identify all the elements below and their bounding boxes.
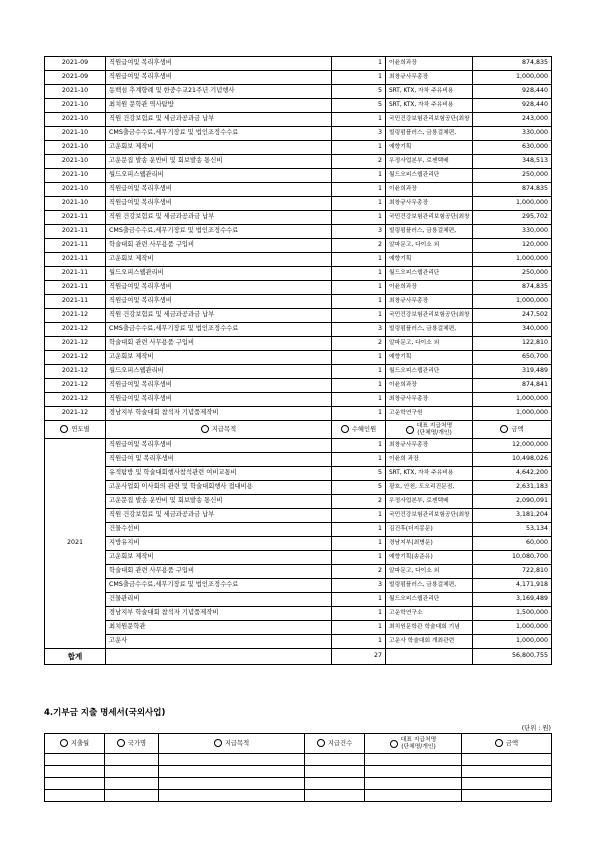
row-payee: 이윤희과장 bbox=[386, 281, 473, 295]
row-amount: 250,000 bbox=[473, 267, 552, 281]
summary-count: 1 bbox=[332, 537, 386, 551]
circle-icon bbox=[60, 425, 68, 433]
summary-count: 1 bbox=[332, 523, 386, 537]
row-payee: 최창규사무총장 bbox=[386, 295, 473, 309]
row-payee: SRT, KTX, 자차 주유비용 bbox=[386, 85, 473, 99]
summary-row bbox=[45, 439, 552, 453]
table-row bbox=[45, 407, 552, 421]
empty-cell bbox=[305, 754, 365, 766]
summary-count: 1 bbox=[332, 635, 386, 649]
row-purpose: 직원급여및 복리후생비 bbox=[106, 281, 332, 295]
row-amount: 250,000 bbox=[473, 169, 552, 183]
row-date: 2021-10 bbox=[45, 85, 106, 99]
summary-payee: 국민건강보험관리보험공단(최창 bbox=[386, 509, 473, 523]
row-purpose: CMS출금수수료,세무기장료 및 법인조정수수료 bbox=[106, 323, 332, 337]
summary-payee: 고운사 학술대회 개최관련 bbox=[386, 635, 473, 649]
row-purpose: 고운회보 제작비 bbox=[106, 351, 332, 365]
row-purpose: 직원급여및 복리후생비 bbox=[106, 393, 332, 407]
summary-amount: 1,500,000 bbox=[473, 607, 552, 621]
summary-payee: 광호, 안천, 도오리진문점, bbox=[386, 481, 473, 495]
row-payee: 월드오피스웹관리단 bbox=[386, 365, 473, 379]
row-purpose: 직원급여및 복리후생비 bbox=[106, 295, 332, 309]
unit-label: (단위 : 원) bbox=[521, 725, 551, 732]
row-amount: 928,440 bbox=[473, 99, 552, 113]
empty-cell bbox=[462, 766, 552, 778]
row-count: 1 bbox=[332, 393, 386, 407]
row-payee: SRT, KTX, 자차 주유비용 bbox=[386, 99, 473, 113]
summary-purpose: 유적탐방 및 학술대회행사참석관련 여비교통비 bbox=[106, 467, 332, 481]
row-payee: 알파문고, 다이소 외 bbox=[386, 239, 473, 253]
row-count: 1 bbox=[332, 183, 386, 197]
empty-cell bbox=[45, 766, 105, 778]
expenditure-table bbox=[44, 56, 552, 665]
summary-count: 2 bbox=[332, 565, 386, 579]
row-amount: 1,000,000 bbox=[473, 197, 552, 211]
row-payee: 이윤희과장 bbox=[386, 183, 473, 197]
summary-year: 2021 bbox=[45, 439, 106, 649]
row-date: 2021-09 bbox=[45, 57, 106, 71]
row-date: 2021-12 bbox=[45, 309, 106, 323]
summary-header-row bbox=[45, 421, 552, 439]
circle-icon bbox=[117, 739, 125, 747]
row-date: 2021-12 bbox=[45, 323, 106, 337]
row-purpose: 고운회보 제작비 bbox=[106, 141, 332, 155]
empty-cell bbox=[159, 766, 305, 778]
row-date: 2021-10 bbox=[45, 169, 106, 183]
table-row bbox=[45, 225, 552, 239]
row-count: 2 bbox=[332, 155, 386, 169]
empty-cell bbox=[105, 766, 159, 778]
row-purpose: 직원급여및 복리후생비 bbox=[106, 379, 332, 393]
row-purpose: 학술대회 관련 사무용품 구입비 bbox=[106, 337, 332, 351]
row-amount: 319,489 bbox=[473, 365, 552, 379]
summary-row bbox=[45, 453, 552, 467]
row-count: 1 bbox=[332, 295, 386, 309]
row-count: 5 bbox=[332, 99, 386, 113]
circle-icon bbox=[201, 425, 209, 433]
summary-purpose: 고운회보 제작비 bbox=[106, 551, 332, 565]
row-amount: 340,000 bbox=[473, 323, 552, 337]
empty-cell bbox=[462, 790, 552, 802]
row-count: 1 bbox=[332, 113, 386, 127]
table-row bbox=[45, 379, 552, 393]
row-amount: 650,700 bbox=[473, 351, 552, 365]
row-payee: 예향기획 bbox=[386, 351, 473, 365]
empty-cell bbox=[462, 778, 552, 790]
summary-payee: 빌링펌플러스, 금룡걸체편, bbox=[386, 579, 473, 593]
summary-payee: 우정사업본부, 로젠택배 bbox=[386, 495, 473, 509]
table-row bbox=[45, 141, 552, 155]
foreign-header-country: 국가명 bbox=[105, 734, 159, 754]
row-amount: 1,000,000 bbox=[473, 295, 552, 309]
row-count: 1 bbox=[332, 309, 386, 323]
summary-row bbox=[45, 593, 552, 607]
row-date: 2021-12 bbox=[45, 365, 106, 379]
summary-row bbox=[45, 579, 552, 593]
table-row bbox=[45, 253, 552, 267]
row-payee: 예향기획 bbox=[386, 253, 473, 267]
foreign-header-amount: 금액 bbox=[462, 734, 552, 754]
table-row bbox=[45, 197, 552, 211]
summary-payee: 최치원문학관 학술대회 기념 bbox=[386, 621, 473, 635]
row-count: 1 bbox=[332, 169, 386, 183]
row-purpose: 직원 건강보험료 및 세금과공과금 납부 bbox=[106, 309, 332, 323]
empty-cell bbox=[365, 754, 462, 766]
summary-purpose: 학술대회 관련 사무용품 구입비 bbox=[106, 565, 332, 579]
row-payee: 국민건강보험관리보험공단(최창 bbox=[386, 113, 473, 127]
row-amount: 247,502 bbox=[473, 309, 552, 323]
row-purpose: 직원급여및 복리후생비 bbox=[106, 197, 332, 211]
summary-amount: 10,080,700 bbox=[473, 551, 552, 565]
summary-purpose: 건물관리비 bbox=[106, 593, 332, 607]
row-date: 2021-11 bbox=[45, 267, 106, 281]
foreign-header-purpose: 지급목적 bbox=[159, 734, 305, 754]
row-purpose: 고운회보 제작비 bbox=[106, 253, 332, 267]
circle-icon bbox=[60, 739, 68, 747]
row-amount: 874,835 bbox=[473, 57, 552, 71]
row-purpose: 직원 건강보험료 및 세금과공과금 납부 bbox=[106, 211, 332, 225]
row-date: 2021-11 bbox=[45, 295, 106, 309]
row-purpose: 월드오피스웹관리비 bbox=[106, 169, 332, 183]
row-count: 2 bbox=[332, 239, 386, 253]
circle-icon bbox=[317, 739, 325, 747]
row-payee: 최창규사무총장 bbox=[386, 197, 473, 211]
empty-cell bbox=[365, 790, 462, 802]
empty-cell bbox=[305, 790, 365, 802]
row-amount: 1,000,000 bbox=[473, 393, 552, 407]
row-count: 1 bbox=[332, 267, 386, 281]
row-count: 1 bbox=[332, 407, 386, 421]
summary-payee: 고운학연구소 bbox=[386, 607, 473, 621]
summary-row bbox=[45, 621, 552, 635]
summary-payee: SRT, KTX, 자차 주유비용 bbox=[386, 467, 473, 481]
total-amount: 56,800,755 bbox=[473, 649, 552, 665]
row-date: 2021-12 bbox=[45, 407, 106, 421]
table-row bbox=[45, 71, 552, 85]
empty-cell bbox=[159, 778, 305, 790]
foreign-header-count: 지급건수 bbox=[305, 734, 365, 754]
summary-count: 5 bbox=[332, 467, 386, 481]
summary-count: 1 bbox=[332, 593, 386, 607]
row-amount: 348,513 bbox=[473, 155, 552, 169]
empty-cell bbox=[305, 778, 365, 790]
empty-cell bbox=[365, 778, 462, 790]
table-row bbox=[45, 267, 552, 281]
row-amount: 928,440 bbox=[473, 85, 552, 99]
circle-icon bbox=[341, 425, 349, 433]
row-date: 2021-12 bbox=[45, 393, 106, 407]
row-count: 1 bbox=[332, 71, 386, 85]
row-count: 1 bbox=[332, 253, 386, 267]
table-row bbox=[45, 337, 552, 351]
row-purpose: 직원급여및 복리후생비 bbox=[106, 57, 332, 71]
table-row bbox=[45, 211, 552, 225]
table-row bbox=[45, 113, 552, 127]
row-count: 1 bbox=[332, 197, 386, 211]
row-date: 2021-10 bbox=[45, 113, 106, 127]
table-row bbox=[45, 183, 552, 197]
row-date: 2021-11 bbox=[45, 225, 106, 239]
summary-count: 1 bbox=[332, 607, 386, 621]
circle-icon bbox=[500, 425, 508, 433]
summary-payee: 경남지부(최병문) bbox=[386, 537, 473, 551]
row-payee: 빌링펌플러스, 금룡걸체편, bbox=[386, 225, 473, 239]
summary-count: 5 bbox=[332, 481, 386, 495]
table-row bbox=[45, 295, 552, 309]
total-row bbox=[45, 649, 552, 665]
row-purpose: 경남지부 학술대회 참석자 기념품제작비 bbox=[106, 407, 332, 421]
summary-amount: 1,000,000 bbox=[473, 635, 552, 649]
summary-amount: 4,171,918 bbox=[473, 579, 552, 593]
summary-payee: 예향기획(송준유) bbox=[386, 551, 473, 565]
row-payee: 예향기획 bbox=[386, 141, 473, 155]
table-row bbox=[45, 351, 552, 365]
empty-cell bbox=[105, 754, 159, 766]
summary-amount: 60,000 bbox=[473, 537, 552, 551]
row-count: 2 bbox=[332, 337, 386, 351]
empty-cell bbox=[45, 754, 105, 766]
row-count: 1 bbox=[332, 57, 386, 71]
summary-row bbox=[45, 481, 552, 495]
row-amount: 1,000,000 bbox=[473, 71, 552, 85]
summary-row bbox=[45, 635, 552, 649]
empty-cell bbox=[45, 778, 105, 790]
summary-amount: 4,642,200 bbox=[473, 467, 552, 481]
summary-row bbox=[45, 509, 552, 523]
row-purpose: 직원 건강보험료 및 세금과공과금 납부 bbox=[106, 113, 332, 127]
summary-row bbox=[45, 607, 552, 621]
row-amount: 120,000 bbox=[473, 239, 552, 253]
summary-purpose: 최치원문학관 bbox=[106, 621, 332, 635]
row-amount: 1,000,000 bbox=[473, 407, 552, 421]
row-date: 2021-11 bbox=[45, 281, 106, 295]
row-payee: 빌링펌플러스, 금룡걸체편, bbox=[386, 127, 473, 141]
row-payee: 월드오피스웹관리단 bbox=[386, 267, 473, 281]
summary-purpose: 건물수선비 bbox=[106, 523, 332, 537]
row-amount: 295,702 bbox=[473, 211, 552, 225]
table-row bbox=[45, 99, 552, 113]
row-amount: 243,000 bbox=[473, 113, 552, 127]
header-count: 수혜인원 bbox=[332, 421, 386, 439]
row-amount: 1,000,000 bbox=[473, 253, 552, 267]
empty-cell bbox=[45, 790, 105, 802]
summary-amount: 2,090,091 bbox=[473, 495, 552, 509]
summary-count: 1 bbox=[332, 453, 386, 467]
row-date: 2021-12 bbox=[45, 351, 106, 365]
row-payee: 우정사업본부, 로젠택배 bbox=[386, 155, 473, 169]
foreign-empty-row bbox=[45, 778, 552, 790]
row-purpose: 직원급여및 복리후생비 bbox=[106, 71, 332, 85]
summary-row bbox=[45, 551, 552, 565]
row-purpose: 직원급여및 복리후생비 bbox=[106, 183, 332, 197]
summary-row bbox=[45, 565, 552, 579]
summary-purpose: 직원급여 및 복리후생비 bbox=[106, 453, 332, 467]
empty-cell bbox=[305, 766, 365, 778]
table-row bbox=[45, 169, 552, 183]
row-date: 2021-11 bbox=[45, 211, 106, 225]
empty-cell bbox=[105, 790, 159, 802]
row-count: 1 bbox=[332, 281, 386, 295]
row-purpose: 학술대회 관련 사무용품 구입비 bbox=[106, 239, 332, 253]
row-payee: 이윤희과장 bbox=[386, 379, 473, 393]
summary-payee: 최창규사무총장 bbox=[386, 439, 473, 453]
empty-cell bbox=[462, 754, 552, 766]
row-purpose: 고운문집 발송 운반비 및 회보발송 통신비 bbox=[106, 155, 332, 169]
row-purpose: 월드오피스웹관리비 bbox=[106, 365, 332, 379]
foreign-header-date: 지출월 bbox=[45, 734, 105, 754]
table-row bbox=[45, 393, 552, 407]
row-amount: 874,841 bbox=[473, 379, 552, 393]
row-amount: 122,810 bbox=[473, 337, 552, 351]
row-purpose: 월드오피스웹관리비 bbox=[106, 267, 332, 281]
summary-amount: 722,810 bbox=[473, 565, 552, 579]
summary-amount: 3,181,204 bbox=[473, 509, 552, 523]
row-date: 2021-10 bbox=[45, 197, 106, 211]
summary-payee: 알파문고, 다이소 외 bbox=[386, 565, 473, 579]
summary-count: 3 bbox=[332, 579, 386, 593]
foreign-empty-row bbox=[45, 790, 552, 802]
summary-row bbox=[45, 467, 552, 481]
row-date: 2021-10 bbox=[45, 99, 106, 113]
summary-amount: 53,134 bbox=[473, 523, 552, 537]
row-date: 2021-09 bbox=[45, 71, 106, 85]
annual-summary-rows bbox=[45, 439, 552, 649]
summary-amount: 3,169,489 bbox=[473, 593, 552, 607]
summary-amount: 2,631,183 bbox=[473, 481, 552, 495]
row-payee: 최창규사무총장 bbox=[386, 393, 473, 407]
row-amount: 874,835 bbox=[473, 281, 552, 295]
table-row bbox=[45, 57, 552, 71]
summary-purpose: 직원 건강보험료 및 세금과공과금 납부 bbox=[106, 509, 332, 523]
foreign-expenditure-table bbox=[44, 733, 552, 802]
header-amount: 금액 bbox=[473, 421, 552, 439]
table-row bbox=[45, 323, 552, 337]
table-row bbox=[45, 281, 552, 295]
section-title: 4.기부금 지출 명세서(국외사업) bbox=[44, 708, 166, 718]
header-purpose: 지급목적 bbox=[106, 421, 332, 439]
row-date: 2021-12 bbox=[45, 379, 106, 393]
summary-purpose: 고운사 bbox=[106, 635, 332, 649]
table-row bbox=[45, 127, 552, 141]
summary-purpose: 지방유지비 bbox=[106, 537, 332, 551]
summary-amount: 12,000,000 bbox=[473, 439, 552, 453]
row-date: 2021-10 bbox=[45, 141, 106, 155]
total-count: 27 bbox=[332, 649, 386, 665]
foreign-header-row bbox=[45, 734, 552, 754]
row-payee: 국민건강보험관리보험공단(최창 bbox=[386, 211, 473, 225]
header-year: 연도별 bbox=[45, 421, 106, 439]
row-count: 3 bbox=[332, 127, 386, 141]
summary-payee: 김건후(더지몽문) bbox=[386, 523, 473, 537]
row-count: 3 bbox=[332, 323, 386, 337]
table-row bbox=[45, 85, 552, 99]
circle-icon bbox=[406, 426, 414, 434]
summary-count: 1 bbox=[332, 509, 386, 523]
row-count: 1 bbox=[332, 211, 386, 225]
summary-purpose: 고운문집 발송 운반비 및 회보발송 통신비 bbox=[106, 495, 332, 509]
row-date: 2021-10 bbox=[45, 183, 106, 197]
row-payee: 고운학연구원 bbox=[386, 407, 473, 421]
summary-count: 1 bbox=[332, 439, 386, 453]
row-count: 3 bbox=[332, 225, 386, 239]
foreign-header-payee: 대표 지급처명 (단체명/개인) bbox=[365, 734, 462, 754]
summary-row bbox=[45, 523, 552, 537]
table-row bbox=[45, 365, 552, 379]
empty-cell bbox=[159, 754, 305, 766]
row-purpose: CMS출금수수료,세무기장료 및 법인조정수수료 bbox=[106, 225, 332, 239]
summary-purpose: 경남지부 학술대회 참석자 기념품제작비 bbox=[106, 607, 332, 621]
summary-payee: 이윤희 과장 bbox=[386, 453, 473, 467]
row-count: 5 bbox=[332, 85, 386, 99]
row-amount: 330,000 bbox=[473, 225, 552, 239]
circle-icon bbox=[495, 739, 503, 747]
summary-amount: 10,498,026 bbox=[473, 453, 552, 467]
header-payee: 대표 지급처명 (단체명/개인) bbox=[386, 421, 473, 439]
row-purpose: 최치원 문학관 역사탐방 bbox=[106, 99, 332, 113]
row-payee: 월드오피스웹관리단 bbox=[386, 169, 473, 183]
table-row bbox=[45, 155, 552, 169]
row-amount: 630,000 bbox=[473, 141, 552, 155]
row-payee: 최창규사무총장 bbox=[386, 71, 473, 85]
summary-row bbox=[45, 537, 552, 551]
row-amount: 874,835 bbox=[473, 183, 552, 197]
row-count: 1 bbox=[332, 141, 386, 155]
row-payee: 빌링펌플러스, 금룡걸체편, bbox=[386, 323, 473, 337]
empty-cell bbox=[105, 778, 159, 790]
summary-row bbox=[45, 495, 552, 509]
summary-count: 2 bbox=[332, 495, 386, 509]
row-count: 1 bbox=[332, 379, 386, 393]
row-purpose: 동백섬 추계향례 및 한중수교21주년 기념행사 bbox=[106, 85, 332, 99]
summary-count: 1 bbox=[332, 551, 386, 565]
row-date: 2021-11 bbox=[45, 253, 106, 267]
row-date: 2021-10 bbox=[45, 155, 106, 169]
row-payee: 이윤희과장 bbox=[386, 57, 473, 71]
row-payee: 알파문고, 다이소 외 bbox=[386, 337, 473, 351]
summary-amount: 1,000,000 bbox=[473, 621, 552, 635]
summary-count: 1 bbox=[332, 621, 386, 635]
summary-payee: 월드오피스웹관리단 bbox=[386, 593, 473, 607]
summary-purpose: 직원급여및 복리후생비 bbox=[106, 439, 332, 453]
row-count: 1 bbox=[332, 351, 386, 365]
table-row bbox=[45, 239, 552, 253]
row-date: 2021-10 bbox=[45, 127, 106, 141]
foreign-empty-row bbox=[45, 766, 552, 778]
row-purpose: CMS출금수수료,세무기장료 및 법인조정수수료 bbox=[106, 127, 332, 141]
empty-cell bbox=[159, 790, 305, 802]
summary-purpose: CMS출금수수료,세무기장료 및 법인조정수수료 bbox=[106, 579, 332, 593]
table-row bbox=[45, 309, 552, 323]
row-count: 1 bbox=[332, 365, 386, 379]
monthly-rows bbox=[45, 57, 552, 421]
empty-cell bbox=[365, 766, 462, 778]
summary-purpose: 고운사업회 이사회의 관련 및 학술대회행사 접대비용 bbox=[106, 481, 332, 495]
circle-icon bbox=[214, 739, 222, 747]
row-date: 2021-11 bbox=[45, 239, 106, 253]
foreign-empty-row bbox=[45, 754, 552, 766]
circle-icon bbox=[390, 740, 398, 748]
row-date: 2021-12 bbox=[45, 337, 106, 351]
total-label: 합계 bbox=[45, 649, 106, 665]
row-payee: 국민건강보험관리보험공단(최창 bbox=[386, 309, 473, 323]
row-amount: 330,000 bbox=[473, 127, 552, 141]
